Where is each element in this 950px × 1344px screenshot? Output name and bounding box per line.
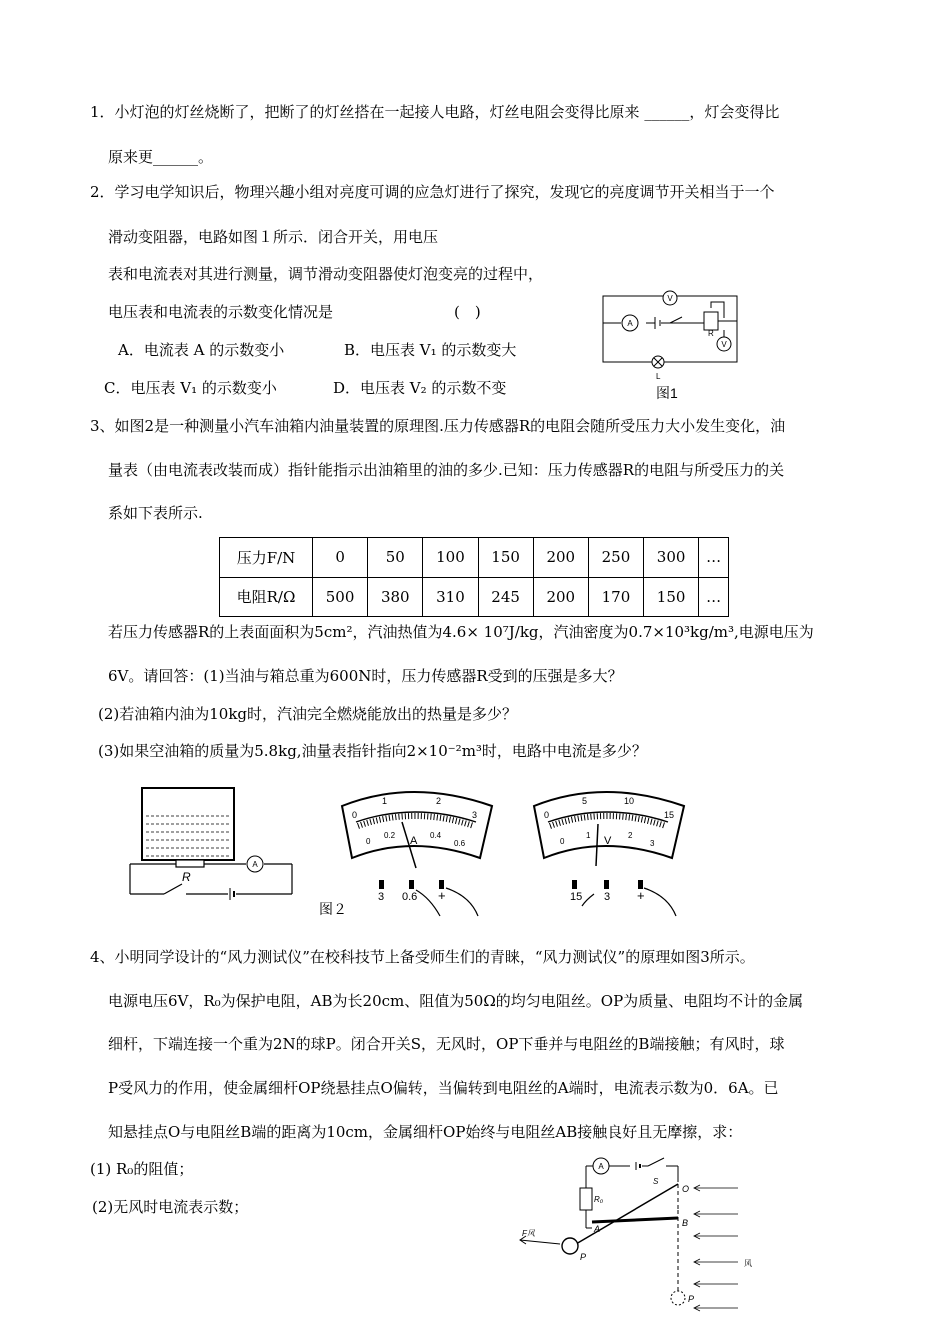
- q4-line-1: 4、小明同学设计的“风力测试仪”在校科技节上备受师生们的青睐，“风力测试仪”的原理如图3所示。: [90, 948, 755, 966]
- q1-line-2: 原来更______。: [108, 148, 214, 166]
- q3-line-6: (2)若油箱内油为10kg时，汽油完全燃烧能放出的热量是多少？: [98, 705, 518, 723]
- ammeter-scale-3: 3: [472, 810, 478, 820]
- q4-line-3: 细杆，下端连接一个重为2N的球P。闭合开关S，无风时，OP下垂并与电阻丝的B端接触；有风时，球: [108, 1035, 785, 1053]
- ball-p-deflected: [562, 1238, 578, 1254]
- point-o-label: O: [682, 1184, 690, 1194]
- q3-line-5: 6V。请回答：(1)当油与箱总重为600N时，压力传感器R受到的压强是多大？: [108, 667, 623, 685]
- table-header-pressure: 压力F/N: [220, 538, 313, 578]
- q2-line-4: 电压表和电流表的示数变化情况是: [108, 303, 334, 321]
- table-cell: 380: [368, 577, 423, 617]
- wind-label: 风: [744, 1259, 752, 1268]
- ammeter-scale-1: 1: [382, 796, 388, 806]
- table-cell: …: [699, 538, 729, 578]
- q2-option-b: B．电压表 V₁ 的示数变大: [344, 341, 517, 359]
- q4-line-2: 电源电压6V，R₀为保护电阻，AB为长20cm、阻值为50Ω的均匀电阻丝。OP为质量、电阻均不计的金属: [108, 992, 804, 1010]
- ammeter-terminal-06: 0.6: [402, 891, 418, 903]
- r0-label: R₀: [594, 1195, 604, 1204]
- table-cell: 200: [533, 577, 588, 617]
- ammeter-unit: A: [410, 835, 418, 847]
- q1-line-1: 1．小灯泡的灯丝烧断了，把断了的灯丝搭在一起接人电路，灯丝电阻会变得比原来 ______，灯会变得比: [90, 103, 780, 121]
- figure-2-caption: 图２: [319, 901, 347, 917]
- table-cell: 245: [478, 577, 533, 617]
- q2-option-c: C．电压表 V₁ 的示数变小: [104, 379, 277, 397]
- q2-option-a: A．电流表 A 的示数变小: [118, 341, 285, 359]
- wind-ammeter-label: A: [598, 1162, 604, 1171]
- oil-gauge-label: A: [252, 860, 258, 869]
- q2-line-3: 表和电流表对其进行测量，调节滑动变阻器使灯泡变亮的过程中，: [108, 265, 544, 283]
- point-b-label: B: [682, 1218, 689, 1228]
- lamp-label: L: [656, 372, 661, 381]
- voltmeter-scale-0: 0: [544, 810, 550, 820]
- switch-label: S: [653, 1177, 659, 1186]
- ammeter-scale-2: 2: [436, 796, 442, 806]
- figure-3-wind-tester: [518, 1152, 768, 1332]
- sensor-label: R: [182, 870, 191, 884]
- table-cell: 150: [644, 577, 699, 617]
- q2-answer-paren: ( ): [454, 303, 481, 321]
- voltmeter-scale-15: 15: [664, 810, 675, 820]
- oil-tank-circuit: [130, 788, 292, 900]
- ammeter-inner-0: 0: [366, 837, 371, 846]
- table-cell: 150: [478, 538, 533, 578]
- table-row-pressure: [220, 538, 729, 578]
- ammeter-inner-02: 0.2: [384, 831, 396, 840]
- voltmeter-inner-2: 2: [628, 831, 633, 840]
- ammeter-label: A: [627, 319, 633, 328]
- table-cell: 170: [588, 577, 643, 617]
- ball-p-label: P: [580, 1252, 587, 1262]
- pressure-resistance-table: [219, 537, 729, 617]
- table-header-resistance: 电阻R/Ω: [220, 577, 313, 617]
- table-cell: 500: [313, 577, 368, 617]
- ammeter-terminal-3: 3: [378, 891, 385, 903]
- q4-line-7: (2)无风时电流表示数；: [92, 1198, 249, 1216]
- wind-force-label: F风: [522, 1229, 535, 1238]
- voltmeter-terminal-plus: +: [637, 888, 645, 903]
- q4-line-4: P受风力的作用，使金属细杆OP绕悬挂点O偏转，当偏转到电阻丝的A端时，电流表示数为0．6A。已: [108, 1079, 779, 1097]
- table-cell: 50: [368, 538, 423, 578]
- table-cell: …: [699, 577, 729, 617]
- q4-line-6: (1) R₀的阻值；: [90, 1160, 194, 1178]
- q3-line-2: 量表（由电流表改装而成）指针能指示出油箱里的油的多少.已知：压力传感器R的电阻与所受压力的关: [108, 461, 785, 479]
- table-cell: 100: [423, 538, 478, 578]
- q3-line-7: (3)如果空油箱的质量为5.8kg,油量表指针指向2×10⁻²m³时，电路中电流是多少？: [98, 742, 647, 760]
- table-cell: 0: [313, 538, 368, 578]
- ammeter-dial: [342, 792, 492, 868]
- ball-p-rest-label: P: [688, 1294, 695, 1304]
- q2-option-d: D．电压表 V₂ 的示数不变: [333, 379, 507, 397]
- q2-line-2: 滑动变阻器，电路如图１所示．闭合开关，用电压: [108, 228, 439, 246]
- voltmeter-unit: V: [604, 835, 612, 847]
- table-cell: 300: [644, 538, 699, 578]
- ammeter-terminal-plus: +: [438, 888, 446, 903]
- voltmeter-terminal-15: 15: [570, 891, 583, 903]
- ball-p-rest: [671, 1291, 685, 1305]
- voltmeter-inner-1: 1: [586, 831, 591, 840]
- q4-line-5: 知悬挂点O与电阻丝B端的距离为10cm，金属细杆OP始终与电阻丝AB接触良好且无摩擦，求：: [108, 1123, 743, 1141]
- voltmeter-dial: [534, 792, 684, 866]
- voltmeter-1-label: V: [667, 294, 673, 303]
- figure-1-circuit: [598, 288, 744, 404]
- voltmeter-scale-5: 5: [582, 796, 588, 806]
- ammeter-scale-0: 0: [352, 810, 358, 820]
- q3-line-1: 3、如图2是一种测量小汽车油箱内油量装置的原理图.压力传感器R的电阻会随所受压力大小发生变化，油: [90, 417, 786, 435]
- voltmeter-inner-3: 3: [650, 839, 655, 848]
- q3-line-4: 若压力传感器R的上表面面积为5cm²，汽油热值为4.6× 10⁷J/kg，汽油密度为0.7×10³kg/m³,电源电压为: [108, 623, 814, 641]
- figure-2: [120, 778, 700, 926]
- voltmeter-scale-10: 10: [624, 796, 635, 806]
- rheostat-label: R: [708, 329, 714, 338]
- voltmeter-2-label: V: [721, 340, 727, 349]
- point-a-label: A: [594, 1224, 601, 1234]
- ammeter-inner-06: 0.6: [454, 839, 466, 848]
- ammeter-inner-04: 0.4: [430, 831, 442, 840]
- table-row-resistance: [220, 577, 729, 617]
- table-cell: 310: [423, 577, 478, 617]
- q2-line-1: 2．学习电学知识后，物理兴趣小组对亮度可调的应急灯进行了探究，发现它的亮度调节开关相当于一个: [90, 183, 775, 201]
- voltmeter-terminal-3: 3: [604, 891, 611, 903]
- table-cell: 200: [533, 538, 588, 578]
- figure-1-caption: 图1: [656, 385, 678, 401]
- q3-line-3: 系如下表所示.: [108, 504, 203, 522]
- table-cell: 250: [588, 538, 643, 578]
- voltmeter-inner-0: 0: [560, 837, 565, 846]
